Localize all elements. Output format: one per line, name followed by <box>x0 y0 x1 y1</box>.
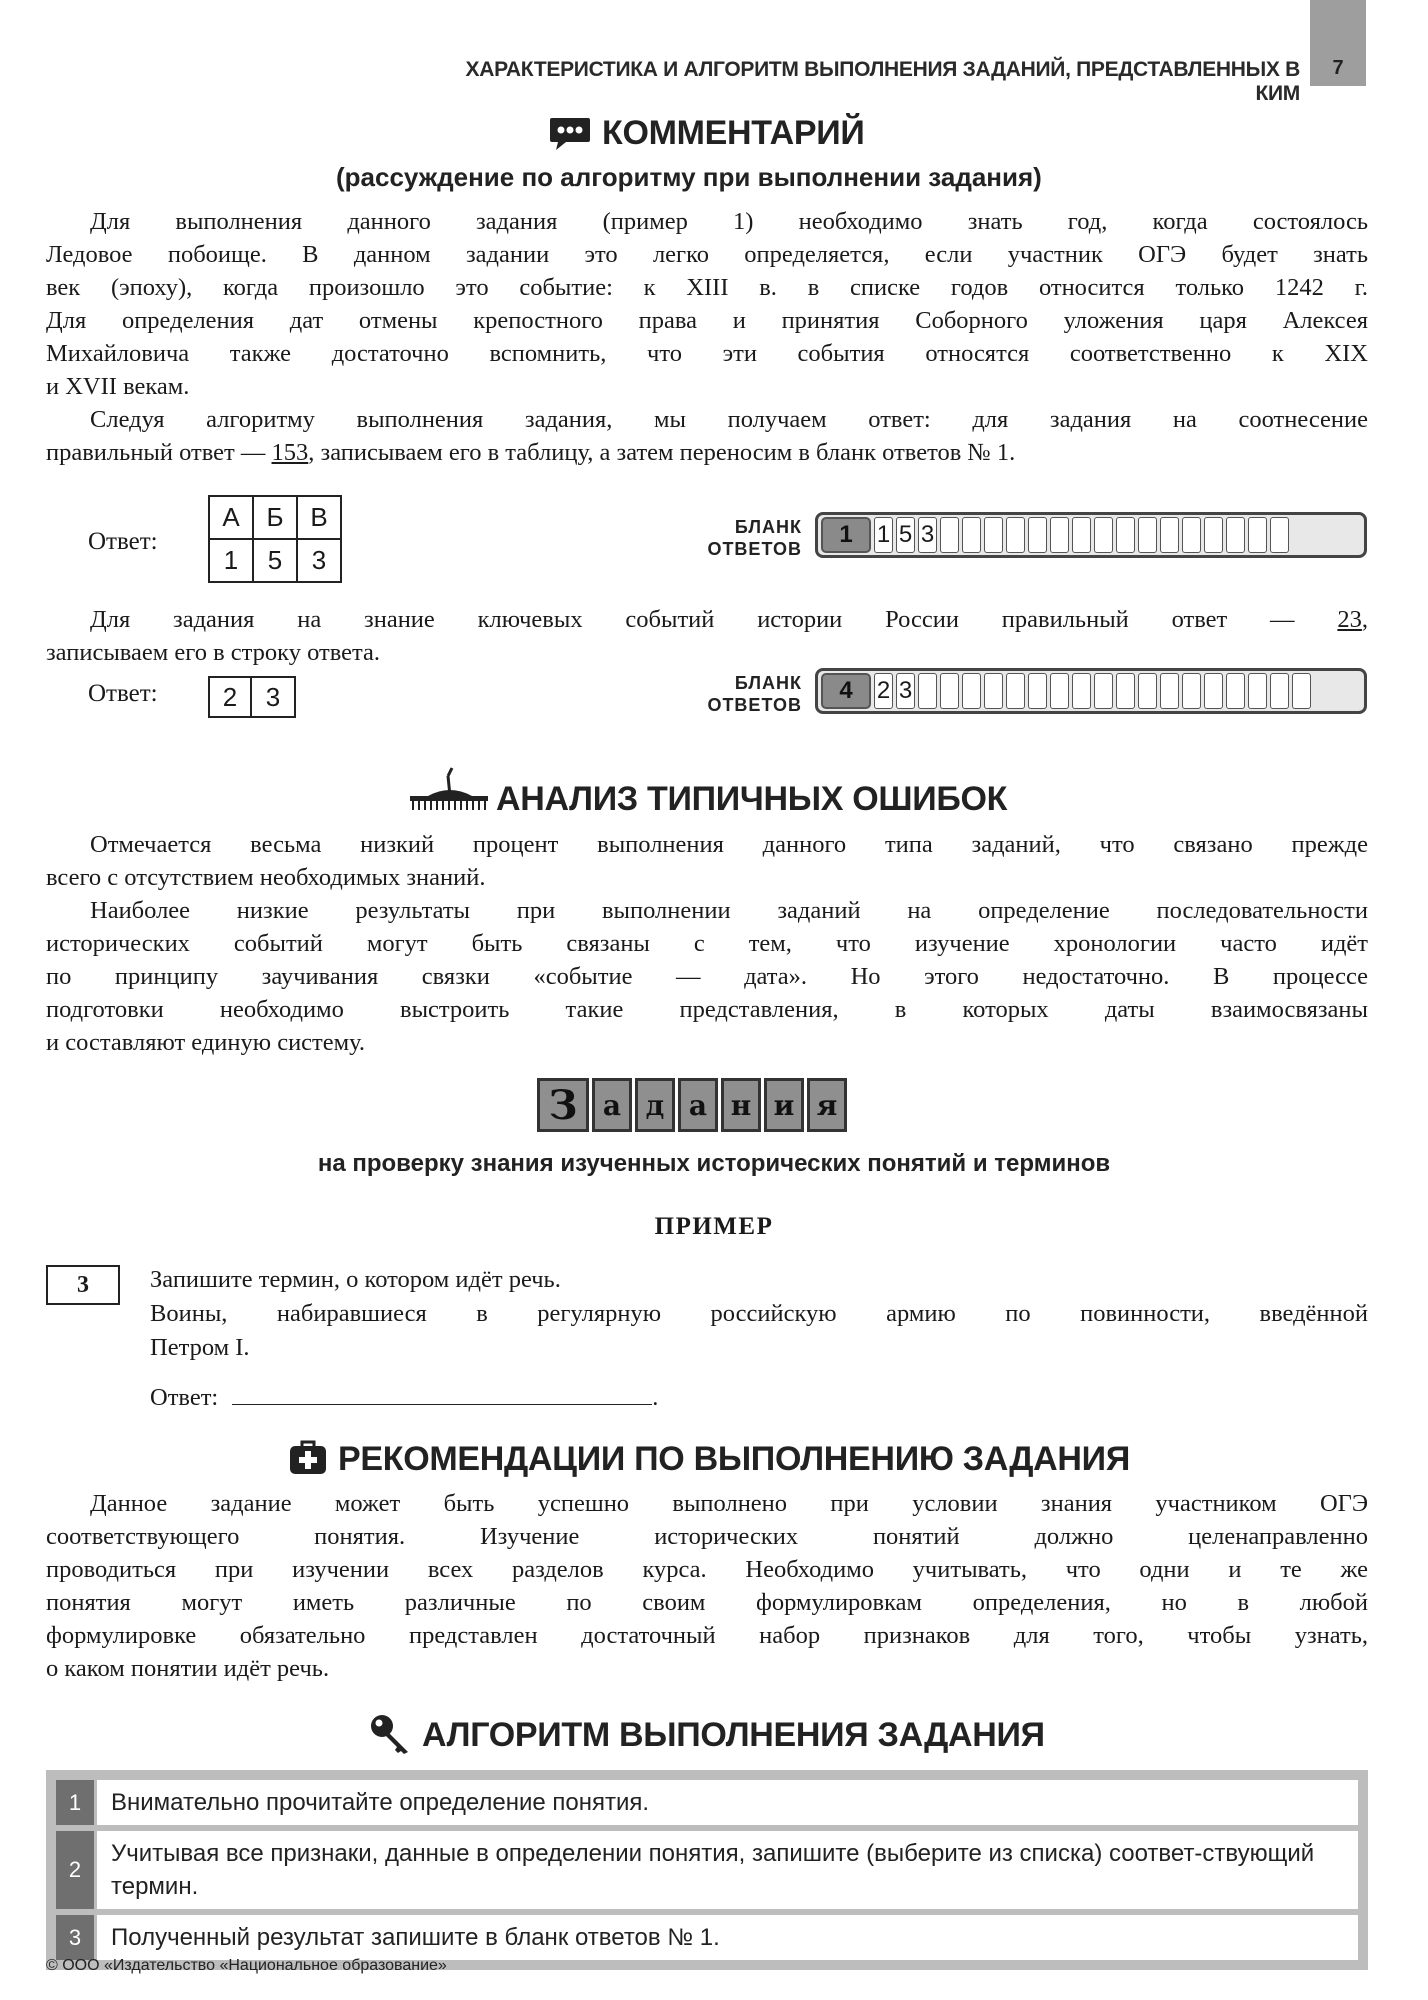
text-line: о каком понятии идёт речь. <box>46 1655 330 1682</box>
answer-sheet-strip <box>815 512 1367 558</box>
comment-subtitle: (рассуждение по алгоритму при выполнении задания) <box>336 162 1042 192</box>
algorithm-step <box>56 1780 1358 1825</box>
rake-icon <box>408 766 490 814</box>
step-text: Учитывая все признаки, данные в определении понятия, запишите (выберите из списка) соответ-ствующий термин. <box>97 1831 1358 1909</box>
blank-cell <box>984 673 1003 709</box>
tasks-letter: д <box>635 1078 675 1132</box>
table-header: Б <box>253 496 297 539</box>
text-line: Наиболее низкие результаты при выполнении заданий на определение последовательности <box>90 897 1368 924</box>
text-line: подготовки необходимо выстроить такие представления, в которых даты взаимосвязаны <box>46 996 1368 1023</box>
text-line: по принципу заучивания связки «событие — дата». Но этого недостаточно. В процессе <box>46 963 1368 990</box>
text-line: Ледовое побоище. В данном задании это легко определяется, если участник ОГЭ будет знать <box>46 241 1368 268</box>
blank-cell <box>1160 673 1179 709</box>
table-header: А <box>209 496 253 539</box>
blank-cell <box>1094 673 1113 709</box>
text-line: записываем его в строку ответа. <box>46 639 381 666</box>
speech-bubble-icon <box>548 114 592 154</box>
text-line: Следуя алгоритму выполнения задания, мы получаем ответ: для задания на соотнесение <box>90 406 1368 433</box>
task-line-1: Запишите термин, о котором идёт речь. <box>150 1266 561 1293</box>
text-line: понятия могут иметь различные по своим формулировкам определения, но в любой <box>46 1589 1368 1616</box>
errors-paragraph-2 <box>46 894 1368 1059</box>
text-line: проводиться при изучении всех разделов курса. Необходимо учитывать, что одни и те же <box>46 1556 1368 1583</box>
blank-cell <box>1138 517 1157 553</box>
blank-cell <box>1248 673 1267 709</box>
blank-cell <box>1028 517 1047 553</box>
page-number: 7 <box>1310 0 1366 86</box>
tasks-letter: З <box>537 1078 589 1132</box>
blank-cell <box>1072 673 1091 709</box>
blank-cell <box>1270 517 1289 553</box>
blank-cell <box>984 517 1003 553</box>
blank-cell <box>1094 517 1113 553</box>
task-line-3: Петром I. <box>150 1334 250 1361</box>
blank-cell: 5 <box>896 517 915 553</box>
answer-sheet-strip <box>815 668 1367 714</box>
answer-table <box>208 495 342 583</box>
text-line: правильный ответ — 153, записываем его в таблицу, а затем переносим в бланк ответов № 1. <box>46 439 1016 466</box>
blank-label: БЛАНК ОТВЕТОВ <box>707 517 802 559</box>
text-line: Данное задание может быть успешно выполнено при условии знания участником ОГЭ <box>90 1490 1368 1517</box>
blank-cell: 2 <box>874 673 893 709</box>
text-line: Для определения дат отмены крепостного права и принятия Соборного уложения царя Алексея <box>46 307 1368 334</box>
step-number: 3 <box>56 1915 94 1960</box>
text-line: исторических событий могут быть связаны с тем, что изучение хронологии часто идёт <box>46 930 1368 957</box>
blank-cell: 1 <box>874 517 893 553</box>
blank-cell <box>1116 517 1135 553</box>
errors-paragraph-1 <box>46 828 1368 894</box>
blank-cell <box>940 517 959 553</box>
key-icon <box>368 1712 412 1756</box>
text-line: формулировке обязательно представлен достаточный набор признаков для того, чтобы узнать, <box>46 1622 1368 1649</box>
answer-blank[interactable] <box>232 1383 652 1405</box>
recommendations-title: РЕКОМЕНДАЦИИ ПО ВЫПОЛНЕНИЮ ЗАДАНИЯ <box>338 1440 1130 1478</box>
text-line: век (эпоху), когда произошло это событие: к XIII в. в списке годов относится только 1242 г. <box>46 274 1368 301</box>
tasks-letter: а <box>678 1078 718 1132</box>
comment-paragraph-3 <box>46 603 1368 669</box>
tasks-letter: и <box>764 1078 804 1132</box>
task-line-2: Воины, набиравшиеся в регулярную российскую армию по повинности, введённой <box>150 1300 1368 1327</box>
blank-cell <box>1160 517 1179 553</box>
blank-cell <box>1050 517 1069 553</box>
table-cell: 5 <box>253 539 297 582</box>
answer-153: 153 <box>271 439 309 466</box>
comment-paragraph-2 <box>46 403 1368 469</box>
blank-cell <box>1182 673 1201 709</box>
algorithm-step <box>56 1915 1358 1960</box>
comment-paragraph-1 <box>46 205 1368 403</box>
blank-cell <box>1248 517 1267 553</box>
copyright-footer: © ООО «Издательство «Национальное образование» <box>46 1957 447 1974</box>
answer-label: Ответ: <box>88 528 158 555</box>
blank-cell <box>962 673 981 709</box>
tasks-subtitle: на проверку знания изученных исторических понятий и терминов <box>317 1150 1111 1177</box>
answer-line: Ответ: . <box>150 1384 659 1411</box>
blank-cell <box>1182 517 1201 553</box>
blank-cell <box>1116 673 1135 709</box>
text-line: всего с отсутствием необходимых знаний. <box>46 864 486 891</box>
tasks-letter: н <box>721 1078 761 1132</box>
step-number: 1 <box>56 1780 94 1825</box>
text-line: и составляют единую систему. <box>46 1029 366 1056</box>
blank-cell <box>1138 673 1157 709</box>
step-number: 2 <box>56 1831 94 1909</box>
text-line: и XVII векам. <box>46 373 190 400</box>
blank-cell <box>1226 673 1245 709</box>
blank-cell <box>1204 517 1223 553</box>
errors-title: АНАЛИЗ ТИПИЧНЫХ ОШИБОК <box>496 780 1008 818</box>
tasks-letter: а <box>592 1078 632 1132</box>
blank-cell <box>1006 517 1025 553</box>
blank-cell <box>1204 673 1223 709</box>
algorithm-table <box>46 1770 1368 1970</box>
blank-number: 1 <box>821 517 871 553</box>
blank-cell <box>962 517 981 553</box>
text-line: Для задания на знание ключевых событий истории России правильный ответ — 23, <box>90 606 1368 633</box>
comment-title: КОММЕНТАРИЙ <box>602 114 865 152</box>
text-line: Для выполнения данного задания (пример 1) необходимо знать год, когда состоялось <box>90 208 1368 235</box>
step-text: Внимательно прочитайте определение понятия. <box>97 1780 1358 1825</box>
example-title: ПРИМЕР <box>654 1213 774 1240</box>
answer-box <box>208 676 296 718</box>
step-text: Полученный результат запишите в бланк ответов № 1. <box>97 1915 1358 1960</box>
blank-cell <box>918 673 937 709</box>
blank-label: БЛАНК ОТВЕТОВ <box>707 673 802 715</box>
answer-label: Ответ: <box>88 680 158 707</box>
blank-cell <box>940 673 959 709</box>
running-header: ХАРАКТЕРИСТИКА И АЛГОРИТМ ВЫПОЛНЕНИЯ ЗАДАНИЙ, ПРЕДСТАВЛЕННЫХ В КИМ <box>465 58 1300 105</box>
answer-23: 23 <box>1337 606 1362 633</box>
text-line: Михайловича также достаточно вспомнить, что эти события относятся соответственно к XIX <box>46 340 1368 367</box>
blank-cell: 3 <box>918 517 937 553</box>
blank-cell <box>1072 517 1091 553</box>
table-header: В <box>297 496 341 539</box>
answer-digit: 3 <box>265 681 281 712</box>
algorithm-step <box>56 1831 1358 1909</box>
text-line: соответствующего понятия. Изучение исторических понятий должно целенаправленно <box>46 1523 1368 1550</box>
first-aid-kit-icon <box>288 1440 328 1476</box>
task-number: 3 <box>46 1265 120 1305</box>
text-line: Отмечается весьма низкий процент выполнения данного типа заданий, что связано прежде <box>90 831 1368 858</box>
answer-digit: 2 <box>210 678 252 716</box>
table-cell: 3 <box>297 539 341 582</box>
blank-cell <box>1270 673 1289 709</box>
tasks-letter: я <box>807 1078 847 1132</box>
blank-cell <box>1006 673 1025 709</box>
algorithm-title: АЛГОРИТМ ВЫПОЛНЕНИЯ ЗАДАНИЯ <box>422 1716 1045 1754</box>
blank-cell <box>1226 517 1245 553</box>
answer-label: Ответ: <box>150 1384 219 1411</box>
table-cell: 1 <box>209 539 253 582</box>
blank-cell <box>1050 673 1069 709</box>
tasks-heading <box>537 1078 847 1132</box>
blank-cell: 3 <box>896 673 915 709</box>
recommendations-paragraph <box>46 1487 1368 1685</box>
blank-cell <box>1292 673 1311 709</box>
blank-number: 4 <box>821 673 871 709</box>
blank-cell <box>1028 673 1047 709</box>
